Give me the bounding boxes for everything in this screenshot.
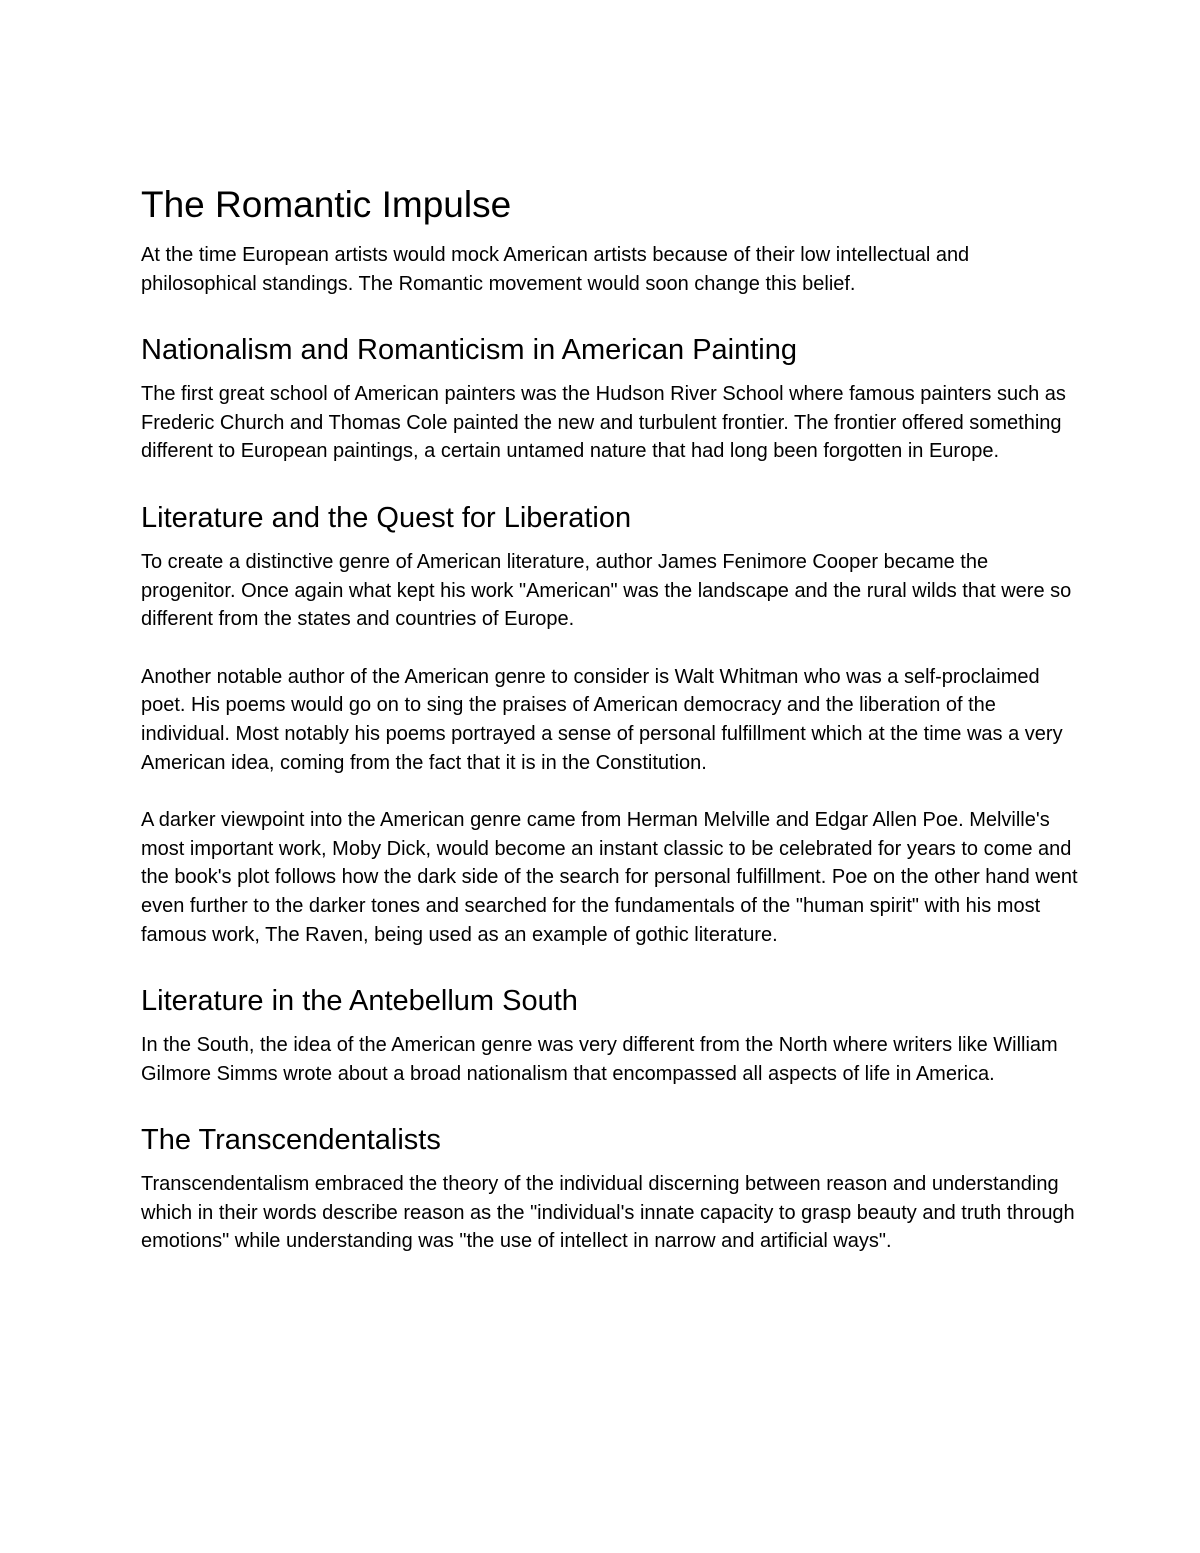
section-transcendentalists [141,1122,1081,1256]
section-heading: Literature and the Quest for Liberation [141,501,632,534]
section-antebellum-south [141,983,1081,1088]
section-paragraph: A darker viewpoint into the American genre came from Herman Melville and Edgar Allen Poe. Melville's most important work, Moby Dick, would become an instant classic to be celebrated for years to come and the book's plot follows how the dark side of the search for personal fulfillment. Poe on the other hand went even further to the darker tones and searched for the fundamentals of the "human spirit" with his most famous work, The Raven, being used as an example of gothic literature. [141,809,1078,946]
intro-paragraph: At the time European artists would mock American artists because of their low intellectual and philosophical standings. The Romantic movement would soon change this belief. [141,244,970,295]
section-heading: The Transcendentalists [141,1124,441,1157]
section-heading: Nationalism and Romanticism in American Painting [141,334,798,367]
section-paragraph: The first great school of American painters was the Hudson River School where famous painters such as Frederic Church and Thomas Cole painted the new and turbulent frontier. The frontier offered something different to European paintings, a certain untamed nature that had long been forgotten in Europe. [141,383,1066,463]
section-heading: Literature in the Antebellum South [141,985,578,1018]
document-page [141,183,1081,1256]
section-paragraph: In the South, the idea of the American genre was very different from the North where writers like William Gilmore Simms wrote about a broad nationalism that encompassed all aspects of life in America. [141,1034,1058,1085]
section-literature-liberation [141,500,1081,949]
section-painting [141,332,1081,466]
document-title: The Romantic Impulse [141,184,512,225]
section-paragraph: To create a distinctive genre of American literature, author James Fenimore Cooper became the progenitor. Once again what kept his work "American" was the landscape and the rural wilds that were so different from the states and countries of Europe. [141,550,1072,631]
section-paragraph: Another notable author of the American genre to consider is Walt Whitman who was a self-proclaimed poet. His poems would go on to sing the praises of American democracy and the liberation of the individual. Most notably his poems portrayed a sense of personal fulfillment which at the time was a very American idea, coming from the fact that it is in the Constitution. [141,665,1063,774]
section-paragraph: Transcendentalism embraced the theory of the individual discerning between reason and understanding which in their words describe reason as the "individual's innate capacity to grasp beauty and truth through emotions" while understanding was "the use of intellect in narrow and artificial ways". [141,1173,1075,1253]
